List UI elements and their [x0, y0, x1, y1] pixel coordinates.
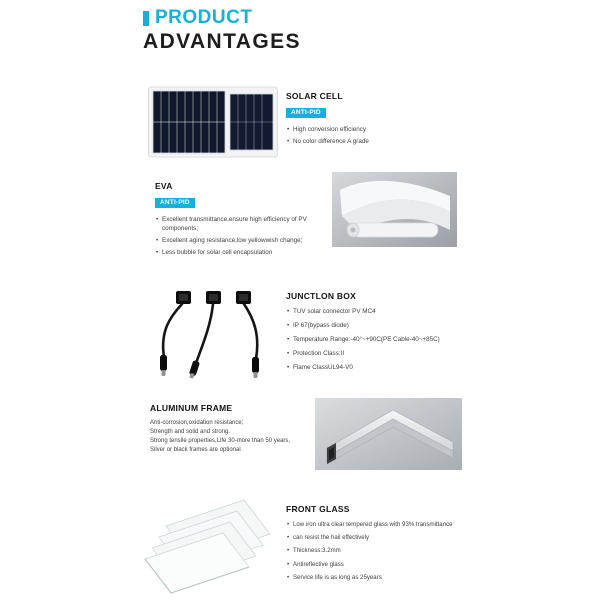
- junction-box-image: [148, 285, 278, 381]
- bullet-item: • Protection Class:II: [286, 350, 463, 359]
- junction-box-bullet-list: [286, 308, 463, 373]
- bullet-item: • Excellent transmittance,ensure high efficiency of PV components;: [155, 216, 323, 233]
- front-glass-bullet-list: [286, 521, 465, 582]
- page-title-product: PRODUCT: [155, 7, 253, 28]
- front-glass-image: [143, 498, 278, 596]
- section-solar-cell: [148, 84, 463, 160]
- text-line: Anti-corrosion,oxidation resistance;: [150, 420, 244, 426]
- bullet-item: • Service life is as long as 25years: [286, 574, 465, 582]
- section-front-glass: [143, 498, 465, 596]
- anti-pid-badge: ANTI-PID: [286, 108, 326, 119]
- section-title-eva: EVA: [155, 181, 173, 191]
- aluminum-frame-image: [315, 398, 462, 470]
- anti-pid-badge: ANTI-PID: [155, 198, 195, 209]
- page-header: [143, 7, 301, 54]
- bullet-item: • Excellent aging resistance,low yellowwish change;: [155, 237, 323, 246]
- bullet-item: • Less bubble for solar cell encapsulation: [155, 249, 323, 258]
- aluminum-frame-text: [150, 419, 312, 455]
- section-eva: [155, 172, 457, 261]
- bullet-item: • IP 67(bypass diode): [286, 322, 463, 331]
- bullet-item: • Thickness:3.2mm: [286, 547, 465, 555]
- section-title-junction-box: JUNCTLON BOX: [286, 291, 357, 301]
- bullet-item: • Temperature Range:-40°~+90C(PE Cable-40~+85C): [286, 336, 463, 345]
- page-title-advantages: ADVANTAGES: [143, 30, 301, 53]
- text-line: Strength and solid and strong.: [150, 429, 231, 435]
- bullet-item: • Antireflective glass: [286, 561, 465, 569]
- section-junction-box: [148, 285, 463, 381]
- text-line: Silver or black frames are optional: [150, 447, 241, 453]
- accent-bar: [143, 11, 149, 26]
- section-title-aluminum-frame: ALUMINUM FRAME: [150, 403, 233, 413]
- section-aluminum-frame: [150, 398, 462, 470]
- bullet-item: • can resist the hail effectively: [286, 534, 465, 542]
- solar-panel-image: [148, 84, 278, 160]
- eva-bullet-list: [155, 216, 323, 257]
- bullet-item: • Flame ClassUL94-V0: [286, 364, 463, 373]
- solar-cell-bullet-list: [286, 126, 458, 147]
- bullet-item: • TUV solar connector PV MC4: [286, 308, 463, 317]
- bullet-item: • No color difference A grade: [286, 138, 458, 147]
- section-title-front-glass: FRONT GLASS: [286, 504, 350, 514]
- bullet-item: • Low iron ultra clear tempered glass with 93% transmittance: [286, 521, 465, 529]
- section-title-solar-cell: SOLAR CELL: [286, 91, 343, 101]
- eva-film-image: [332, 172, 457, 247]
- bullet-item: • High conversion efficiency: [286, 126, 458, 135]
- text-line: Strong tensile properties,Life 30-more than 50 years,: [150, 438, 291, 444]
